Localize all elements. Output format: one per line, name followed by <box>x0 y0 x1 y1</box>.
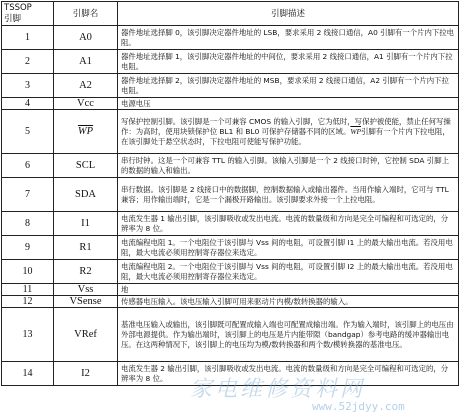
table-header-row <box>2 2 459 26</box>
table-row <box>2 50 459 74</box>
pin-name: R1 <box>54 236 118 260</box>
pin-description: 串行数据。该引脚是 2 线接口中的数据脚，控制数据输入或输出器件。当用作输入端时，它可与 TTL 兼容；用作输出端时，它是一个漏极开路输出。该引脚要求外接一个上拉电阻。 <box>118 178 459 212</box>
pin-number: 10 <box>2 260 54 284</box>
pin-name: VSense <box>54 296 118 308</box>
pin-number: 6 <box>2 154 54 178</box>
pin-number: 3 <box>2 74 54 98</box>
watermark-logo-text: 家电维修资料网 <box>190 377 366 402</box>
table-row <box>2 308 459 362</box>
pin-name: VRef <box>54 308 118 362</box>
header-tssop-line2: 引脚 <box>4 13 22 24</box>
table-row <box>2 110 459 154</box>
pin-name: R2 <box>54 260 118 284</box>
watermark-url: www.52jdyy.com <box>312 400 405 413</box>
pin-description-pin-ref: $\overline{WP}$ <box>350 126 362 136</box>
table-row <box>2 362 459 386</box>
pin-description: 器件地址选择脚 1，该引脚决定器件地址的中间位，要求采用 2 线接口通信，A1 引脚有一个片内下拉电阻。 <box>118 50 459 74</box>
pin-description <box>118 110 459 154</box>
table-row <box>2 74 459 98</box>
table-row <box>2 284 459 296</box>
pin-description: 器件地址选择脚 2，该引脚决定器件地址的 MSB，要求采用 2 线接口通信，A2 引脚有一个片内下拉电阻。 <box>118 74 459 98</box>
pin-description: 传感器电压输入。该电压输入引脚可用来驱动片内模/数转换器的输入。 <box>118 296 459 308</box>
pin-number: 5 <box>2 110 54 154</box>
pin-name: Vcc <box>54 98 118 110</box>
header-tssop-pin <box>2 2 54 26</box>
pin-number: 13 <box>2 308 54 362</box>
pin-number: 9 <box>2 236 54 260</box>
header-pin-description: 引脚描述 <box>118 2 459 26</box>
table-row <box>2 178 459 212</box>
pin-name <box>54 110 118 154</box>
header-tssop-line1: TSSOP <box>4 2 32 13</box>
pin-description-table <box>1 1 459 386</box>
table-row <box>2 296 459 308</box>
pin-name: SCL <box>54 154 118 178</box>
table-row <box>2 212 459 236</box>
pin-number: 8 <box>2 212 54 236</box>
pin-description: 电流编程电阻 2。一个电阻位于该引脚与 Vss 间的电阻，可设置引脚 I2 上的最大输出电流。若没用电阻，最大电流必须用控制寄存器位来选定。 <box>118 260 459 284</box>
pin-number: 11 <box>2 284 54 296</box>
pin-description: 串行时钟。这是一个可兼容 TTL 的输入引脚。该输入引脚是一个 2 线接口时钟，它控制 SDA 引脚上的数据的输入和输出。 <box>118 154 459 178</box>
pin-name: I2 <box>54 362 118 386</box>
header-pin-name: 引脚名 <box>54 2 118 26</box>
pin-description-part-b: 引脚有一个片内下拉电阻，在该引脚处于悬空状态时，下拉电阻可使能写保护功能。 <box>121 126 450 146</box>
pin-number: 1 <box>2 26 54 50</box>
pin-description: 基准电压输入或输出，该引脚既可配置成输入端也可配置成输出端。作为输入端时，该引脚上的电压由外部电源提供。作为输出端时，该引脚上的电压是片内能带隙（bandgap）参考电路的缓冲器输出电压。在这两种情况下，该引脚上的电压均为模/数转换器和两个数/模转换器的基准电压。 <box>118 308 459 362</box>
pin-name: SDA <box>54 178 118 212</box>
pin-name: A0 <box>54 26 118 50</box>
pin-number: 7 <box>2 178 54 212</box>
pin-description: 电流发生器 1 输出引脚，该引脚吸收或发出电流。电流的数量级和方向是完全可编程和可选定的，分辨率为 8 位。 <box>118 212 459 236</box>
pin-description: 电流编程电阻 1。一个电阻位于该引脚与 Vss 间的电阻，可设置引脚 I1 上的最大输出电流。若没用电阻，最大电流必须用控制寄存器位来选定。 <box>118 236 459 260</box>
pin-description: 器件地址选择脚 0，该引脚决定器件地址的 LSB，要求采用 2 线接口通信，A0 引脚有一个片内下拉电阻。 <box>118 26 459 50</box>
pin-number: 4 <box>2 98 54 110</box>
table-row <box>2 236 459 260</box>
pin-number: 12 <box>2 296 54 308</box>
pin-name: I1 <box>54 212 118 236</box>
pin-name: Vss <box>54 284 118 296</box>
table-row <box>2 260 459 284</box>
pin-number: 14 <box>2 362 54 386</box>
pin-description: 电流发生器 2 输出引脚，该引脚吸收或发出电流。电流的数量级和方向是完全可编程和可选定的，分辨率为 8 位。 <box>118 362 459 386</box>
table-row <box>2 98 459 110</box>
pin-description: 电源电压 <box>118 98 459 110</box>
table-row <box>2 154 459 178</box>
table-row <box>2 26 459 50</box>
pin-name-text: $\overline{WP}$ <box>77 125 94 137</box>
pin-name: A2 <box>54 74 118 98</box>
pin-description: 地 <box>118 284 459 296</box>
pin-number: 2 <box>2 50 54 74</box>
pin-name: A1 <box>54 50 118 74</box>
pin-description-part-a: 写保护控制引脚。该引脚是一个可兼容 CMOS 的输入引脚，它为低时，写保护被使能，禁止任何写操作：为高时，使用块锁保护位 BL1 和 BL0 可保护存储器不同的区域。 <box>121 116 451 136</box>
